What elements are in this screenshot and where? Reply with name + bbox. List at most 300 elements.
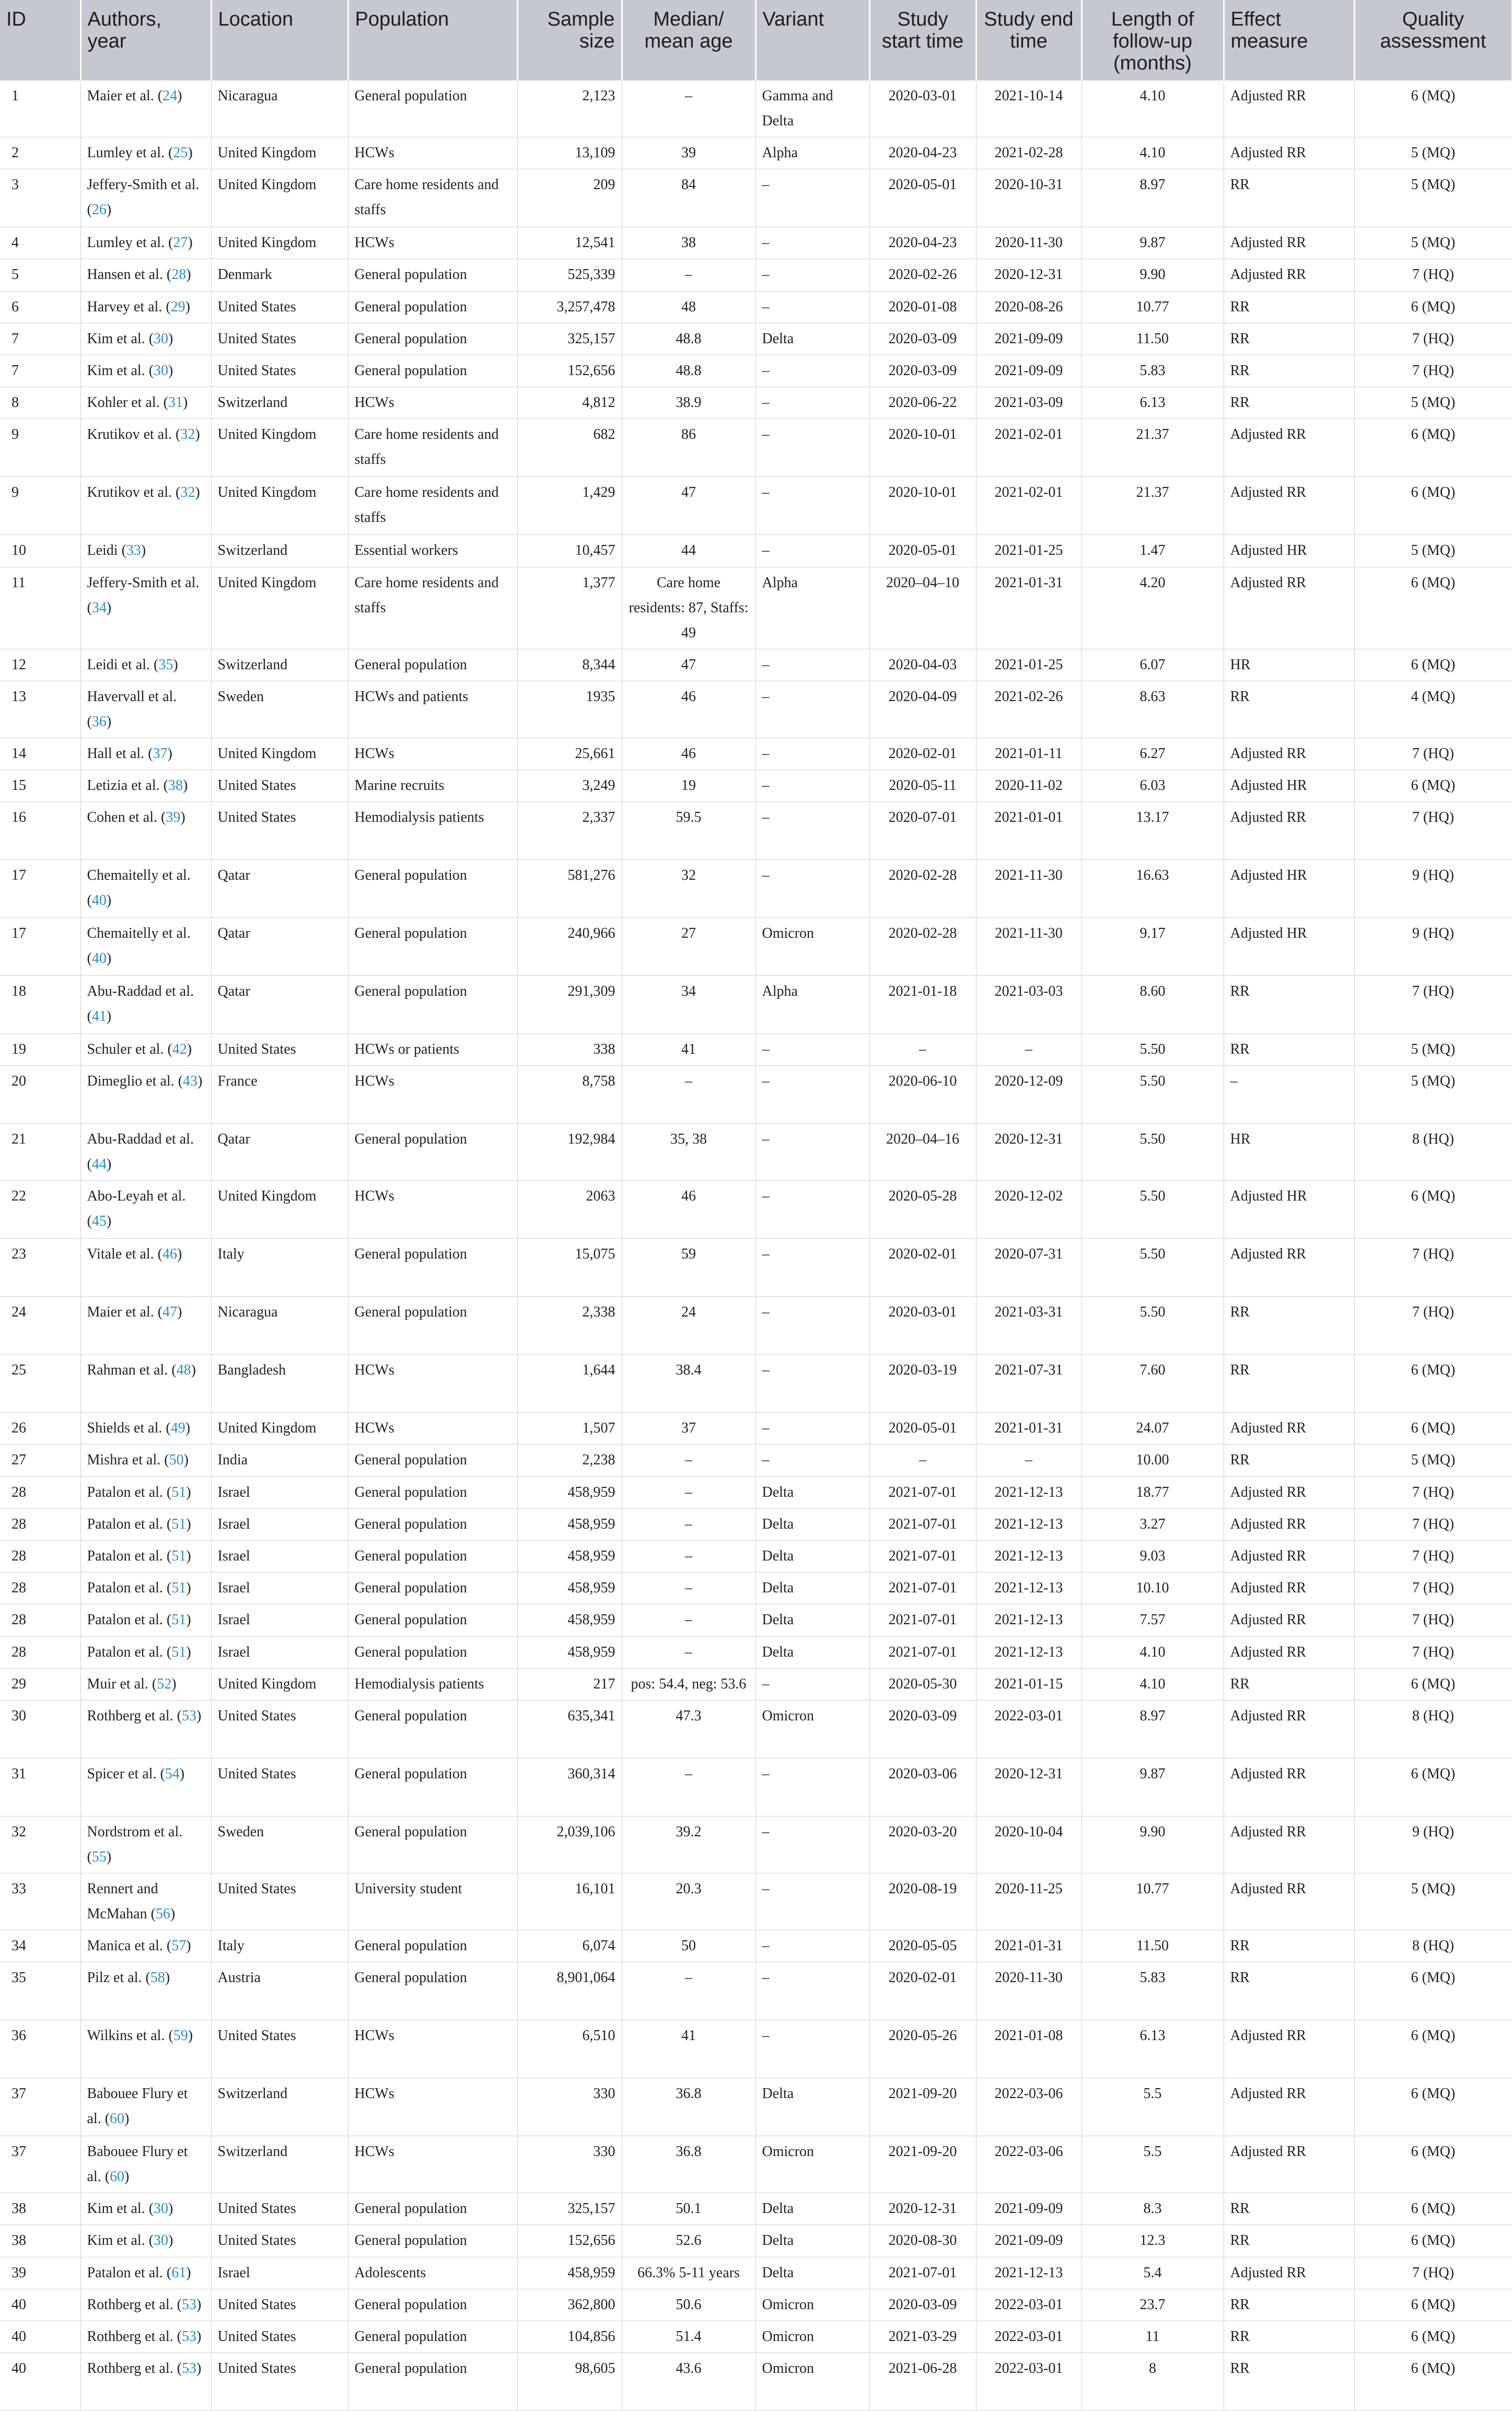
cell-authors	[80, 738, 211, 770]
cell-end-time: 2020-12-31	[976, 1758, 1081, 1816]
cell-start-time: 2020-05-01	[869, 169, 976, 227]
ref-open-paren: (	[162, 1937, 172, 1954]
header-id: ID	[0, 0, 80, 80]
cell-variant: –	[755, 1239, 869, 1297]
cell-end-time: 2020-12-31	[976, 1124, 1081, 1181]
cell-authors	[80, 1034, 211, 1066]
header-variant: Variant	[755, 0, 869, 80]
reference-link[interactable]: 50	[169, 1452, 184, 1469]
header-authors: Authors, year	[80, 0, 211, 80]
cell-end-time: 2021-01-08	[976, 2020, 1081, 2078]
cell-quality: 7 (HQ)	[1354, 1239, 1512, 1297]
ref-open-paren: (	[162, 1612, 172, 1628]
cell-authors	[80, 2353, 211, 2411]
cell-follow-up: 5.50	[1081, 1124, 1224, 1181]
cell-effect-measure: RR	[1224, 2321, 1354, 2352]
author-name: Krutikov et al.	[87, 484, 172, 501]
reference-link[interactable]: 51	[171, 1548, 187, 1564]
cell-authors	[80, 1508, 211, 1540]
cell-variant: –	[755, 1297, 869, 1355]
cell-authors	[80, 387, 211, 419]
reference-link[interactable]: 51	[171, 1644, 187, 1660]
cell-effect-measure: RR	[1224, 1297, 1354, 1355]
reference-link[interactable]: 51	[171, 1580, 187, 1597]
cell-location: United States	[211, 802, 348, 860]
cell-quality: 6 (MQ)	[1354, 649, 1512, 681]
cell-effect-measure: Adjusted RR	[1224, 259, 1354, 291]
table-row	[0, 1636, 1512, 1668]
cell-start-time: 2020-05-26	[869, 2020, 976, 2078]
cell-quality: 7 (HQ)	[1354, 802, 1512, 860]
cell-variant: Omicron	[755, 2353, 869, 2411]
author-name: Dimeglio et al.	[87, 1073, 175, 1090]
reference-link[interactable]: 33	[126, 542, 141, 559]
author-name: Hansen et al.	[87, 266, 163, 283]
cell-authors	[80, 477, 211, 535]
cell-effect-measure: Adjusted RR	[1224, 2136, 1354, 2193]
reference-link[interactable]: 26	[91, 202, 107, 218]
cell-id: 23	[0, 1239, 80, 1297]
cell-end-time: 2022-03-06	[976, 2136, 1081, 2193]
ref-open-paren: (	[159, 777, 168, 794]
reference-link[interactable]: 56	[155, 1905, 170, 1922]
cell-location: Israel	[211, 1541, 348, 1573]
reference-link[interactable]: 60	[110, 2111, 125, 2127]
cell-follow-up: 6.13	[1081, 2020, 1224, 2078]
cell-start-time: 2020-05-01	[869, 1413, 976, 1445]
cell-end-time: 2021-09-09	[976, 355, 1081, 387]
cell-variant: Alpha	[755, 567, 869, 649]
cell-start-time: 2020-03-09	[869, 355, 976, 387]
ref-open-paren: (	[173, 2328, 182, 2345]
reference-link[interactable]: 60	[110, 2169, 125, 2185]
cell-age: 20.3	[622, 1873, 755, 1930]
cell-quality: 8 (HQ)	[1354, 1930, 1512, 1962]
cell-end-time: 2020-10-31	[976, 169, 1081, 227]
author-name: Rahman et al.	[87, 1362, 168, 1379]
cell-age: –	[622, 259, 755, 291]
ref-open-paren: (	[174, 1073, 183, 1090]
cell-age: 43.6	[622, 2353, 755, 2411]
cell-age: 44	[622, 535, 755, 567]
cell-age: –	[622, 1573, 755, 1604]
cell-id: 14	[0, 738, 80, 770]
cell-start-time: 2021-09-20	[869, 2078, 976, 2136]
cell-follow-up: 1.47	[1081, 535, 1224, 567]
cell-end-time: 2021-12-13	[976, 1541, 1081, 1573]
reference-link[interactable]: 31	[168, 394, 183, 411]
cell-location: United Kingdom	[211, 137, 348, 169]
cell-population: General population	[348, 2193, 517, 2225]
cell-age: pos: 54.4, neg: 53.6	[622, 1668, 755, 1700]
reference-link[interactable]: 41	[91, 1008, 107, 1025]
cell-start-time: 2021-07-01	[869, 1636, 976, 1668]
cell-id: 18	[0, 976, 80, 1034]
cell-location: Switzerland	[211, 2136, 348, 2193]
ref-close-paren: )	[188, 235, 193, 251]
cell-variant: –	[755, 1181, 869, 1239]
cell-id: 7	[0, 323, 80, 355]
cell-location: Switzerland	[211, 387, 348, 419]
cell-variant: Alpha	[755, 137, 869, 169]
cell-start-time: 2020-03-01	[869, 1297, 976, 1355]
cell-quality: 6 (MQ)	[1354, 2136, 1512, 2193]
table-row	[0, 1239, 1512, 1297]
cell-authors	[80, 137, 211, 169]
cell-age: 24	[622, 1297, 755, 1355]
ref-close-paren: )	[186, 1937, 191, 1954]
reference-link[interactable]: 40	[91, 950, 107, 967]
reference-link[interactable]: 51	[171, 1516, 187, 1532]
table-row	[0, 1297, 1512, 1355]
cell-quality: 7 (HQ)	[1354, 1636, 1512, 1668]
reference-link[interactable]: 34	[91, 599, 107, 616]
ref-open-paren: (	[165, 2028, 173, 2044]
cell-effect-measure: Adjusted RR	[1224, 2020, 1354, 2078]
reference-link[interactable]: 30	[154, 362, 169, 379]
ref-open-paren: (	[165, 235, 173, 251]
cell-authors	[80, 1700, 211, 1758]
cell-quality: 6 (MQ)	[1354, 2078, 1512, 2136]
reference-link[interactable]: 36	[91, 713, 107, 730]
cell-authors	[80, 1124, 211, 1181]
reference-link[interactable]: 61	[171, 2264, 187, 2281]
cell-population: General population	[348, 291, 517, 323]
table-row	[0, 80, 1512, 137]
reference-link[interactable]: 30	[154, 2232, 169, 2249]
cell-variant: –	[755, 1816, 869, 1873]
cell-location: United Kingdom	[211, 1668, 348, 1700]
cell-effect-measure: RR	[1224, 1445, 1354, 1476]
cell-variant: –	[755, 1413, 869, 1445]
cell-start-time: 2020-02-01	[869, 738, 976, 770]
cell-age: –	[622, 1758, 755, 1816]
cell-authors	[80, 649, 211, 681]
reference-link[interactable]: 54	[165, 1765, 180, 1782]
cell-effect-measure: –	[1224, 1066, 1354, 1124]
cell-effect-measure: Adjusted RR	[1224, 738, 1354, 770]
ref-open-paren: (	[168, 1362, 177, 1379]
author-name: Kim et al.	[87, 362, 145, 379]
cell-start-time: 2020-08-30	[869, 2225, 976, 2257]
cell-end-time: 2021-02-01	[976, 419, 1081, 477]
cell-follow-up: 21.37	[1081, 419, 1224, 477]
cell-follow-up: 8.60	[1081, 976, 1224, 1034]
cell-start-time: 2021-07-01	[869, 1541, 976, 1573]
cell-variant: –	[755, 770, 869, 801]
author-name: Patalon et al.	[87, 1516, 163, 1532]
reference-link[interactable]: 24	[162, 88, 178, 104]
cell-start-time: 2020-05-11	[869, 770, 976, 801]
cell-effect-measure: HR	[1224, 649, 1354, 681]
cell-sample-size: 1,507	[517, 1413, 622, 1445]
author-name: Schuler et al.	[87, 1041, 164, 1058]
ref-close-paren: )	[188, 2028, 193, 2044]
cell-id: 38	[0, 2193, 80, 2225]
cell-variant: –	[755, 738, 869, 770]
cell-sample-size: 458,959	[517, 1636, 622, 1668]
cell-population: HCWs	[348, 2136, 517, 2193]
table-row	[0, 1413, 1512, 1445]
cell-authors	[80, 1413, 211, 1445]
ref-open-paren: (	[165, 145, 173, 161]
reference-link[interactable]: 48	[176, 1362, 191, 1379]
cell-follow-up: 4.10	[1081, 80, 1224, 137]
cell-age: 48.8	[622, 323, 755, 355]
cell-population: HCWs	[348, 137, 517, 169]
cell-age: 50.6	[622, 2289, 755, 2321]
ref-close-paren: )	[106, 892, 112, 909]
cell-variant: Delta	[755, 2257, 869, 2289]
cell-authors	[80, 770, 211, 801]
cell-location: United Kingdom	[211, 738, 348, 770]
ref-close-paren: )	[197, 1073, 203, 1090]
cell-follow-up: 4.10	[1081, 1668, 1224, 1700]
cell-effect-measure: RR	[1224, 323, 1354, 355]
author-name: Kim et al.	[87, 2232, 145, 2249]
reference-link[interactable]: 53	[181, 2328, 196, 2345]
cell-id: 7	[0, 355, 80, 387]
reference-link[interactable]: 55	[91, 1848, 107, 1865]
table-row	[0, 2353, 1512, 2411]
cell-location: United Kingdom	[211, 419, 348, 477]
cell-sample-size: 1,644	[517, 1355, 622, 1413]
reference-link[interactable]: 51	[171, 1612, 187, 1628]
cell-age: 36.8	[622, 2078, 755, 2136]
cell-effect-measure: Adjusted HR	[1224, 1181, 1354, 1239]
cell-location: United Kingdom	[211, 169, 348, 227]
ref-close-paren: )	[187, 1041, 192, 1058]
ref-close-paren: )	[196, 2296, 202, 2313]
cell-authors	[80, 291, 211, 323]
cell-location: Israel	[211, 1476, 348, 1508]
cell-age: 47	[622, 649, 755, 681]
author-name: Lumley et al.	[87, 235, 165, 251]
reference-link[interactable]: 46	[162, 1246, 177, 1263]
reference-link[interactable]: 29	[170, 298, 185, 315]
cell-follow-up: 10.77	[1081, 1873, 1224, 1930]
cell-end-time: 2021-11-30	[976, 860, 1081, 918]
cell-end-time: 2020-12-09	[976, 1066, 1081, 1124]
cell-authors	[80, 1476, 211, 1508]
author-name: Vitale et al.	[87, 1246, 154, 1263]
ref-close-paren: )	[195, 426, 200, 443]
reference-link[interactable]: 30	[154, 330, 169, 347]
cell-location: United States	[211, 770, 348, 801]
table-row	[0, 1066, 1512, 1124]
author-name: Harvey et al.	[87, 298, 162, 315]
reference-link[interactable]: 53	[181, 1707, 196, 1724]
cell-id: 37	[0, 2078, 80, 2136]
ref-open-paren: (	[154, 88, 163, 104]
reference-link[interactable]: 39	[166, 809, 181, 826]
cell-sample-size: 1935	[517, 681, 622, 738]
cell-quality: 5 (MQ)	[1354, 137, 1512, 169]
reference-link[interactable]: 45	[91, 1213, 107, 1230]
cell-follow-up: 5.50	[1081, 1239, 1224, 1297]
cell-quality: 6 (MQ)	[1354, 770, 1512, 801]
reference-link[interactable]: 42	[172, 1041, 187, 1058]
reference-link[interactable]: 28	[171, 266, 187, 283]
cell-id: 28	[0, 1636, 80, 1668]
cell-start-time: 2020-04-03	[869, 649, 976, 681]
reference-link[interactable]: 40	[91, 892, 107, 909]
reference-link[interactable]: 51	[171, 1484, 187, 1500]
author-name: Mishra et al.	[87, 1452, 161, 1469]
reference-link[interactable]: 32	[180, 484, 195, 501]
reference-link[interactable]: 53	[181, 2360, 196, 2377]
ref-open-paren: (	[162, 1580, 172, 1597]
cell-population: General population	[348, 2321, 517, 2352]
reference-link[interactable]: 49	[170, 1420, 185, 1437]
ref-open-paren: (	[87, 1213, 92, 1230]
cell-age: 59	[622, 1239, 755, 1297]
reference-link[interactable]: 25	[173, 145, 188, 161]
cell-start-time: 2020-03-20	[869, 1816, 976, 1873]
cell-age: 35, 38	[622, 1124, 755, 1181]
cell-variant: –	[755, 419, 869, 477]
reference-link[interactable]: 47	[162, 1304, 178, 1321]
cell-effect-measure: Adjusted RR	[1224, 80, 1354, 137]
cell-id: 28	[0, 1573, 80, 1604]
cell-authors	[80, 2193, 211, 2225]
cell-end-time: 2021-12-13	[976, 1508, 1081, 1540]
cell-follow-up: 3.27	[1081, 1508, 1224, 1540]
reference-link[interactable]: 58	[150, 1970, 165, 1986]
cell-sample-size: 6,510	[517, 2020, 622, 2078]
cell-quality: 8 (HQ)	[1354, 1700, 1512, 1758]
author-name: Patalon et al.	[87, 1580, 163, 1597]
cell-end-time: 2021-01-31	[976, 1930, 1081, 1962]
cell-follow-up: 16.63	[1081, 860, 1224, 918]
cell-variant: Delta	[755, 323, 869, 355]
ref-open-paren: (	[173, 2360, 182, 2377]
ref-open-paren: (	[148, 1675, 157, 1692]
cell-start-time: –	[869, 1034, 976, 1066]
cell-start-time: 2020-03-09	[869, 2289, 976, 2321]
cell-follow-up: 9.03	[1081, 1541, 1224, 1573]
cell-quality: 5 (MQ)	[1354, 1873, 1512, 1930]
table-row	[0, 137, 1512, 169]
cell-age: –	[622, 1636, 755, 1668]
cell-population: General population	[348, 259, 517, 291]
table-row	[0, 1668, 1512, 1700]
cell-location: United Kingdom	[211, 227, 348, 259]
cell-start-time: 2020–04–10	[869, 567, 976, 649]
cell-quality: 7 (HQ)	[1354, 1476, 1512, 1508]
cell-start-time: 2020-07-01	[869, 802, 976, 860]
cell-effect-measure: Adjusted HR	[1224, 770, 1354, 801]
cell-start-time: 2020-01-08	[869, 291, 976, 323]
table-row	[0, 2321, 1512, 2352]
cell-follow-up: 5.50	[1081, 1297, 1224, 1355]
cell-effect-measure: Adjusted RR	[1224, 1476, 1354, 1508]
cell-authors	[80, 2257, 211, 2289]
cell-authors	[80, 681, 211, 738]
reference-link[interactable]: 57	[171, 1937, 187, 1954]
reference-link[interactable]: 44	[91, 1156, 107, 1173]
header-location: Location	[211, 0, 348, 80]
cell-authors	[80, 2020, 211, 2078]
cell-population: General population	[348, 80, 517, 137]
reference-link[interactable]: 37	[153, 745, 168, 762]
cell-effect-measure: Adjusted RR	[1224, 1239, 1354, 1297]
ref-open-paren: (	[145, 2232, 154, 2249]
reference-link[interactable]: 30	[154, 2200, 169, 2217]
cell-effect-measure: Adjusted RR	[1224, 419, 1354, 477]
cell-variant: –	[755, 477, 869, 535]
cell-population: General population	[348, 2225, 517, 2257]
cell-population: Care home residents and staffs	[348, 567, 517, 649]
cell-sample-size: 8,344	[517, 649, 622, 681]
cell-authors	[80, 1873, 211, 1930]
cell-age: 27	[622, 918, 755, 976]
cell-follow-up: 5.5	[1081, 2078, 1224, 2136]
reference-link[interactable]: 27	[173, 235, 188, 251]
cell-follow-up: 12.3	[1081, 2225, 1224, 2257]
cell-age: –	[622, 1445, 755, 1476]
cell-sample-size: 338	[517, 1034, 622, 1066]
author-name: Maier et al.	[87, 1304, 154, 1321]
cell-effect-measure: Adjusted RR	[1224, 1573, 1354, 1604]
cell-population: Care home residents and staffs	[348, 419, 517, 477]
cell-variant: Delta	[755, 1636, 869, 1668]
reference-link[interactable]: 53	[181, 2296, 196, 2313]
cell-start-time: 2020-02-28	[869, 918, 976, 976]
cell-follow-up: 24.07	[1081, 1413, 1224, 1445]
cell-population: HCWs	[348, 227, 517, 259]
cell-population: General population	[348, 323, 517, 355]
cell-population: General population	[348, 860, 517, 918]
cell-follow-up: 4.10	[1081, 137, 1224, 169]
reference-link[interactable]: 52	[157, 1675, 172, 1692]
cell-follow-up: 8	[1081, 2353, 1224, 2411]
cell-age: 46	[622, 681, 755, 738]
cell-authors	[80, 1541, 211, 1573]
cell-variant: –	[755, 802, 869, 860]
cell-quality: 9 (HQ)	[1354, 860, 1512, 918]
cell-location: United States	[211, 1700, 348, 1758]
table-body	[0, 80, 1512, 2411]
author-name: Kim et al.	[87, 2200, 145, 2217]
cell-variant: –	[755, 387, 869, 419]
ref-open-paren: (	[87, 1848, 92, 1865]
cell-authors	[80, 1297, 211, 1355]
reference-link[interactable]: 32	[180, 426, 195, 443]
cell-sample-size: 25,661	[517, 738, 622, 770]
cell-follow-up: 8.63	[1081, 681, 1224, 738]
reference-link[interactable]: 35	[158, 656, 173, 673]
cell-start-time: 2020-02-01	[869, 1239, 976, 1297]
author-name: Shields et al.	[87, 1420, 162, 1437]
reference-link[interactable]: 59	[173, 2028, 188, 2044]
cell-effect-measure: Adjusted RR	[1224, 137, 1354, 169]
cell-follow-up: 18.77	[1081, 1476, 1224, 1508]
cell-effect-measure: Adjusted HR	[1224, 918, 1354, 976]
cell-end-time: 2021-01-15	[976, 1668, 1081, 1700]
reference-link[interactable]: 43	[183, 1073, 198, 1090]
header-population: Population	[348, 0, 517, 80]
cell-population: General population	[348, 1604, 517, 1636]
table-row	[0, 681, 1512, 738]
cell-start-time: 2021-03-29	[869, 2321, 976, 2352]
cell-age: 48.8	[622, 355, 755, 387]
cell-id: 30	[0, 1700, 80, 1758]
header-follow-up: Length of follow-up (months)	[1081, 0, 1224, 80]
cell-location: United States	[211, 2353, 348, 2411]
author-name: Jeffery-Smith et al.	[87, 574, 200, 591]
reference-link[interactable]: 38	[168, 777, 183, 794]
